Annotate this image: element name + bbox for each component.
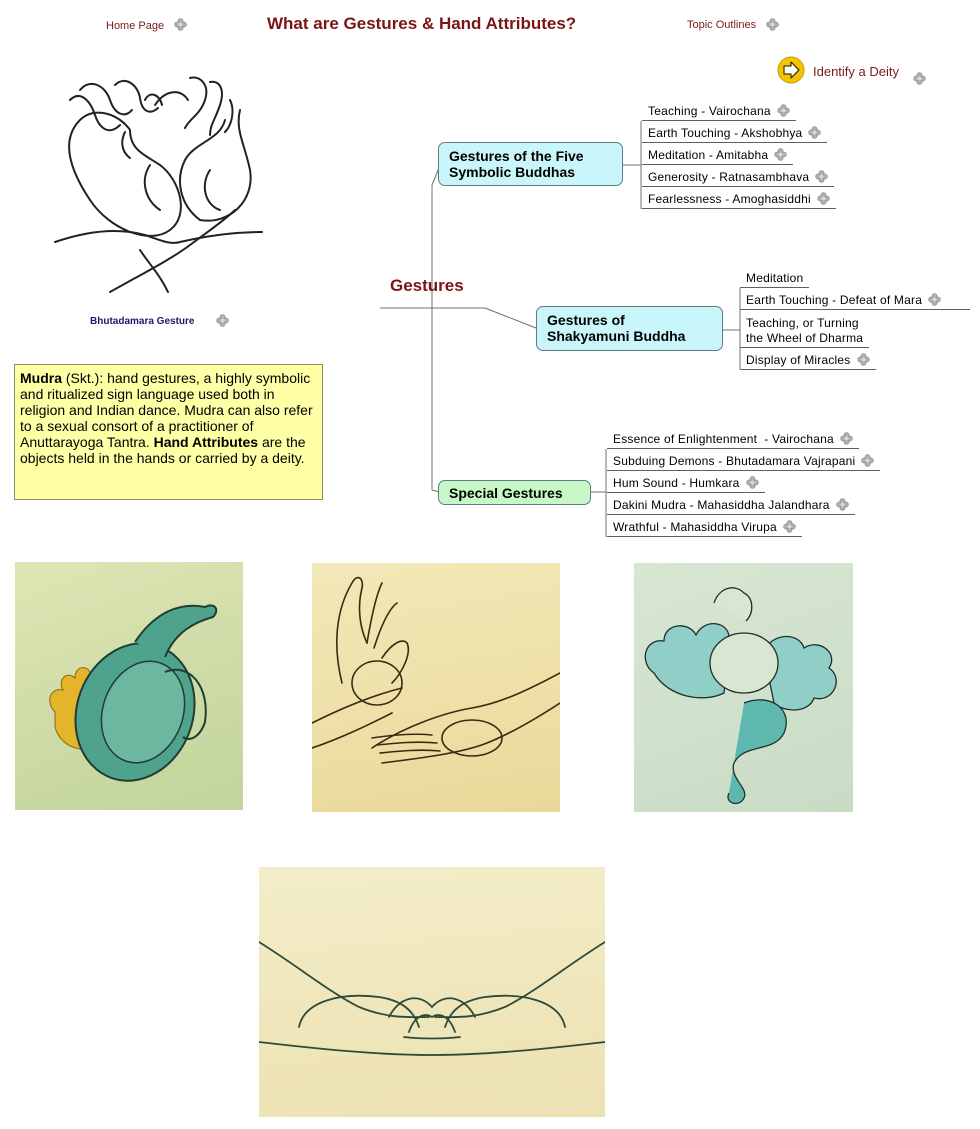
plus-icon[interactable] [774, 148, 787, 161]
leaf-label: Dakini Mudra - Mahasiddha Jalandhara [613, 498, 830, 512]
leaf-wrathful-virupa[interactable] [607, 520, 802, 537]
leaf-earth-touching-mara[interactable] [740, 293, 970, 310]
leaf-label: Earth Touching - Akshobhya [648, 126, 803, 140]
plus-icon[interactable] [808, 126, 821, 139]
leaf-label-line1: Teaching, or Turning [746, 316, 859, 330]
mudra-painting-3 [634, 563, 853, 812]
plus-icon[interactable] [783, 520, 796, 533]
leaf-label: Display of Miracles [746, 353, 851, 367]
leaf-label: Fearlessness - Amoghasiddhi [648, 192, 811, 206]
leaf-label: Subduing Demons - Bhutadamara Vajrapani [613, 454, 856, 468]
leaf-label-line2: the Wheel of Dharma [746, 331, 864, 345]
plus-icon[interactable] [928, 293, 941, 306]
leaf-essence-enlightenment[interactable] [607, 432, 859, 449]
mudra-painting-1 [15, 562, 243, 810]
note-term-hand-attributes: Hand Attributes [153, 434, 259, 450]
branch-shakyamuni-line2: Shakyamuni Buddha [547, 328, 686, 344]
leaf-label: Wrathful - Mahasiddha Virupa [613, 520, 777, 534]
branch-five-buddhas-line2: Symbolic Buddhas [449, 164, 576, 180]
plus-icon[interactable] [836, 498, 849, 511]
leaf-fearlessness-amoghasiddhi[interactable] [642, 192, 836, 209]
leaf-generosity-ratnasambhava[interactable] [642, 170, 834, 187]
leaf-label: Hum Sound - Humkara [613, 476, 740, 490]
mudra-painting-2 [312, 563, 560, 812]
leaf-subduing-demons[interactable] [607, 454, 880, 471]
leaf-label: Meditation - Amitabha [648, 148, 769, 162]
leaf-teaching-vairochana[interactable] [642, 104, 796, 121]
topic-outlines-label: Topic Outlines [687, 19, 757, 31]
leaf-meditation-amitabha[interactable] [642, 148, 793, 165]
branch-shakyamuni[interactable] [536, 306, 723, 351]
note-text-1: (Skt.): hand gestures, a highly symbolic and ritualized sign language used both in religion and Indian dance. Mudra can also refer to a sexual consort of a practitioner of Anuttarayoga Tantra. [20, 370, 313, 450]
plus-icon[interactable] [817, 192, 830, 205]
branch-five-buddhas[interactable] [438, 142, 623, 186]
leaf-dakini-mudra[interactable] [607, 498, 855, 515]
leaf-label: Earth Touching - Defeat of Mara [746, 293, 923, 307]
leaf-teaching-wheel-dharma[interactable] [740, 316, 869, 348]
branch-shakyamuni-line1: Gestures of [547, 312, 625, 328]
leaf-earth-touching-akshobhya[interactable] [642, 126, 827, 143]
plus-icon[interactable] [777, 104, 790, 117]
leaf-hum-sound[interactable] [607, 476, 765, 493]
plus-icon[interactable] [840, 432, 853, 445]
branch-special-line1: Special Gestures [449, 485, 563, 501]
home-page-label: Home Page [106, 20, 165, 32]
branch-special-gestures[interactable] [438, 480, 591, 505]
leaf-display-miracles[interactable] [740, 353, 876, 370]
leaf-label: Generosity - Ratnasambhava [648, 170, 810, 184]
plus-icon[interactable] [861, 454, 874, 467]
mudra-definition-note [14, 364, 323, 500]
plus-icon[interactable] [857, 353, 870, 366]
leaf-label: Teaching - Vairochana [648, 104, 771, 118]
leaf-label: Essence of Enlightenment - Vairochana [613, 432, 834, 446]
mudra-painting-4 [259, 867, 605, 1117]
mindmap-root[interactable]: Gestures [390, 276, 464, 295]
leaf-meditation[interactable] [740, 271, 809, 288]
leaf-label: Meditation [746, 271, 804, 285]
page-title: What are Gestures & Hand Attributes? [267, 14, 577, 33]
note-term-mudra: Mudra [20, 370, 62, 386]
plus-icon[interactable] [746, 476, 759, 489]
note-text-2: are the objects held in the hands or carried by a deity. [20, 434, 306, 466]
branch-five-buddhas-line1: Gestures of the Five [449, 148, 584, 164]
plus-icon[interactable] [815, 170, 828, 183]
bhutadamara-caption[interactable]: Bhutadamara Gesture [90, 316, 195, 327]
identify-deity-label: Identify a Deity [813, 64, 899, 79]
